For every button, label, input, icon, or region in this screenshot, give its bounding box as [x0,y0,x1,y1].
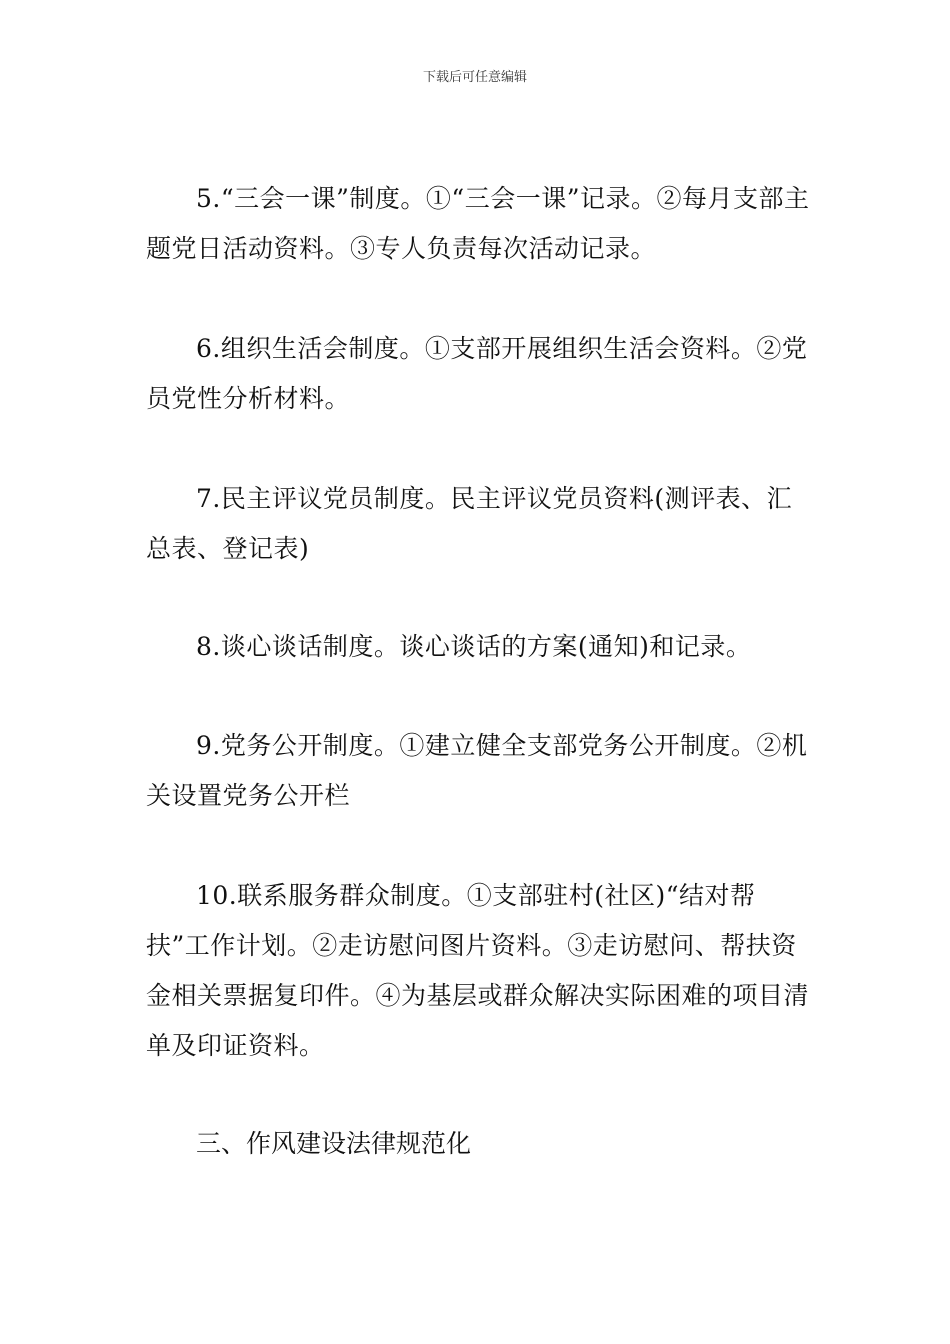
section-heading: 三、作风建设法律规范化 [196,1129,472,1158]
paragraph-item-10: 10.联系服务群众制度。①支部驻村(社区)“结对帮扶”工作计划。②走访慰问图片资料。③走访慰问、帮扶资金相关票据复印件。④为基层或群众解决实际困难的项目清单及印证资料。 [146,881,810,1060]
paragraph-item-7: 7.民主评议党员制度。民主评议党员资料(测评表、汇总表、登记表) [146,484,793,563]
page-header: 下载后可任意编辑 [422,70,527,85]
paragraph-item-6: 6.组织生活会制度。①支部开展组织生活会资料。②党员党性分析材料。 [146,334,808,413]
paragraph-item-5: 5.“三会一课”制度。①“三会一课”记录。②每月支部主题党日活动资料。③专人负责每次活动记录。 [146,184,810,263]
paragraph-item-8: 8.谈心谈话制度。谈心谈话的方案(通知)和记录。 [196,632,752,661]
paragraph-item-9: 9.党务公开制度。①建立健全支部党务公开制度。②机关设置党务公开栏 [146,731,808,810]
